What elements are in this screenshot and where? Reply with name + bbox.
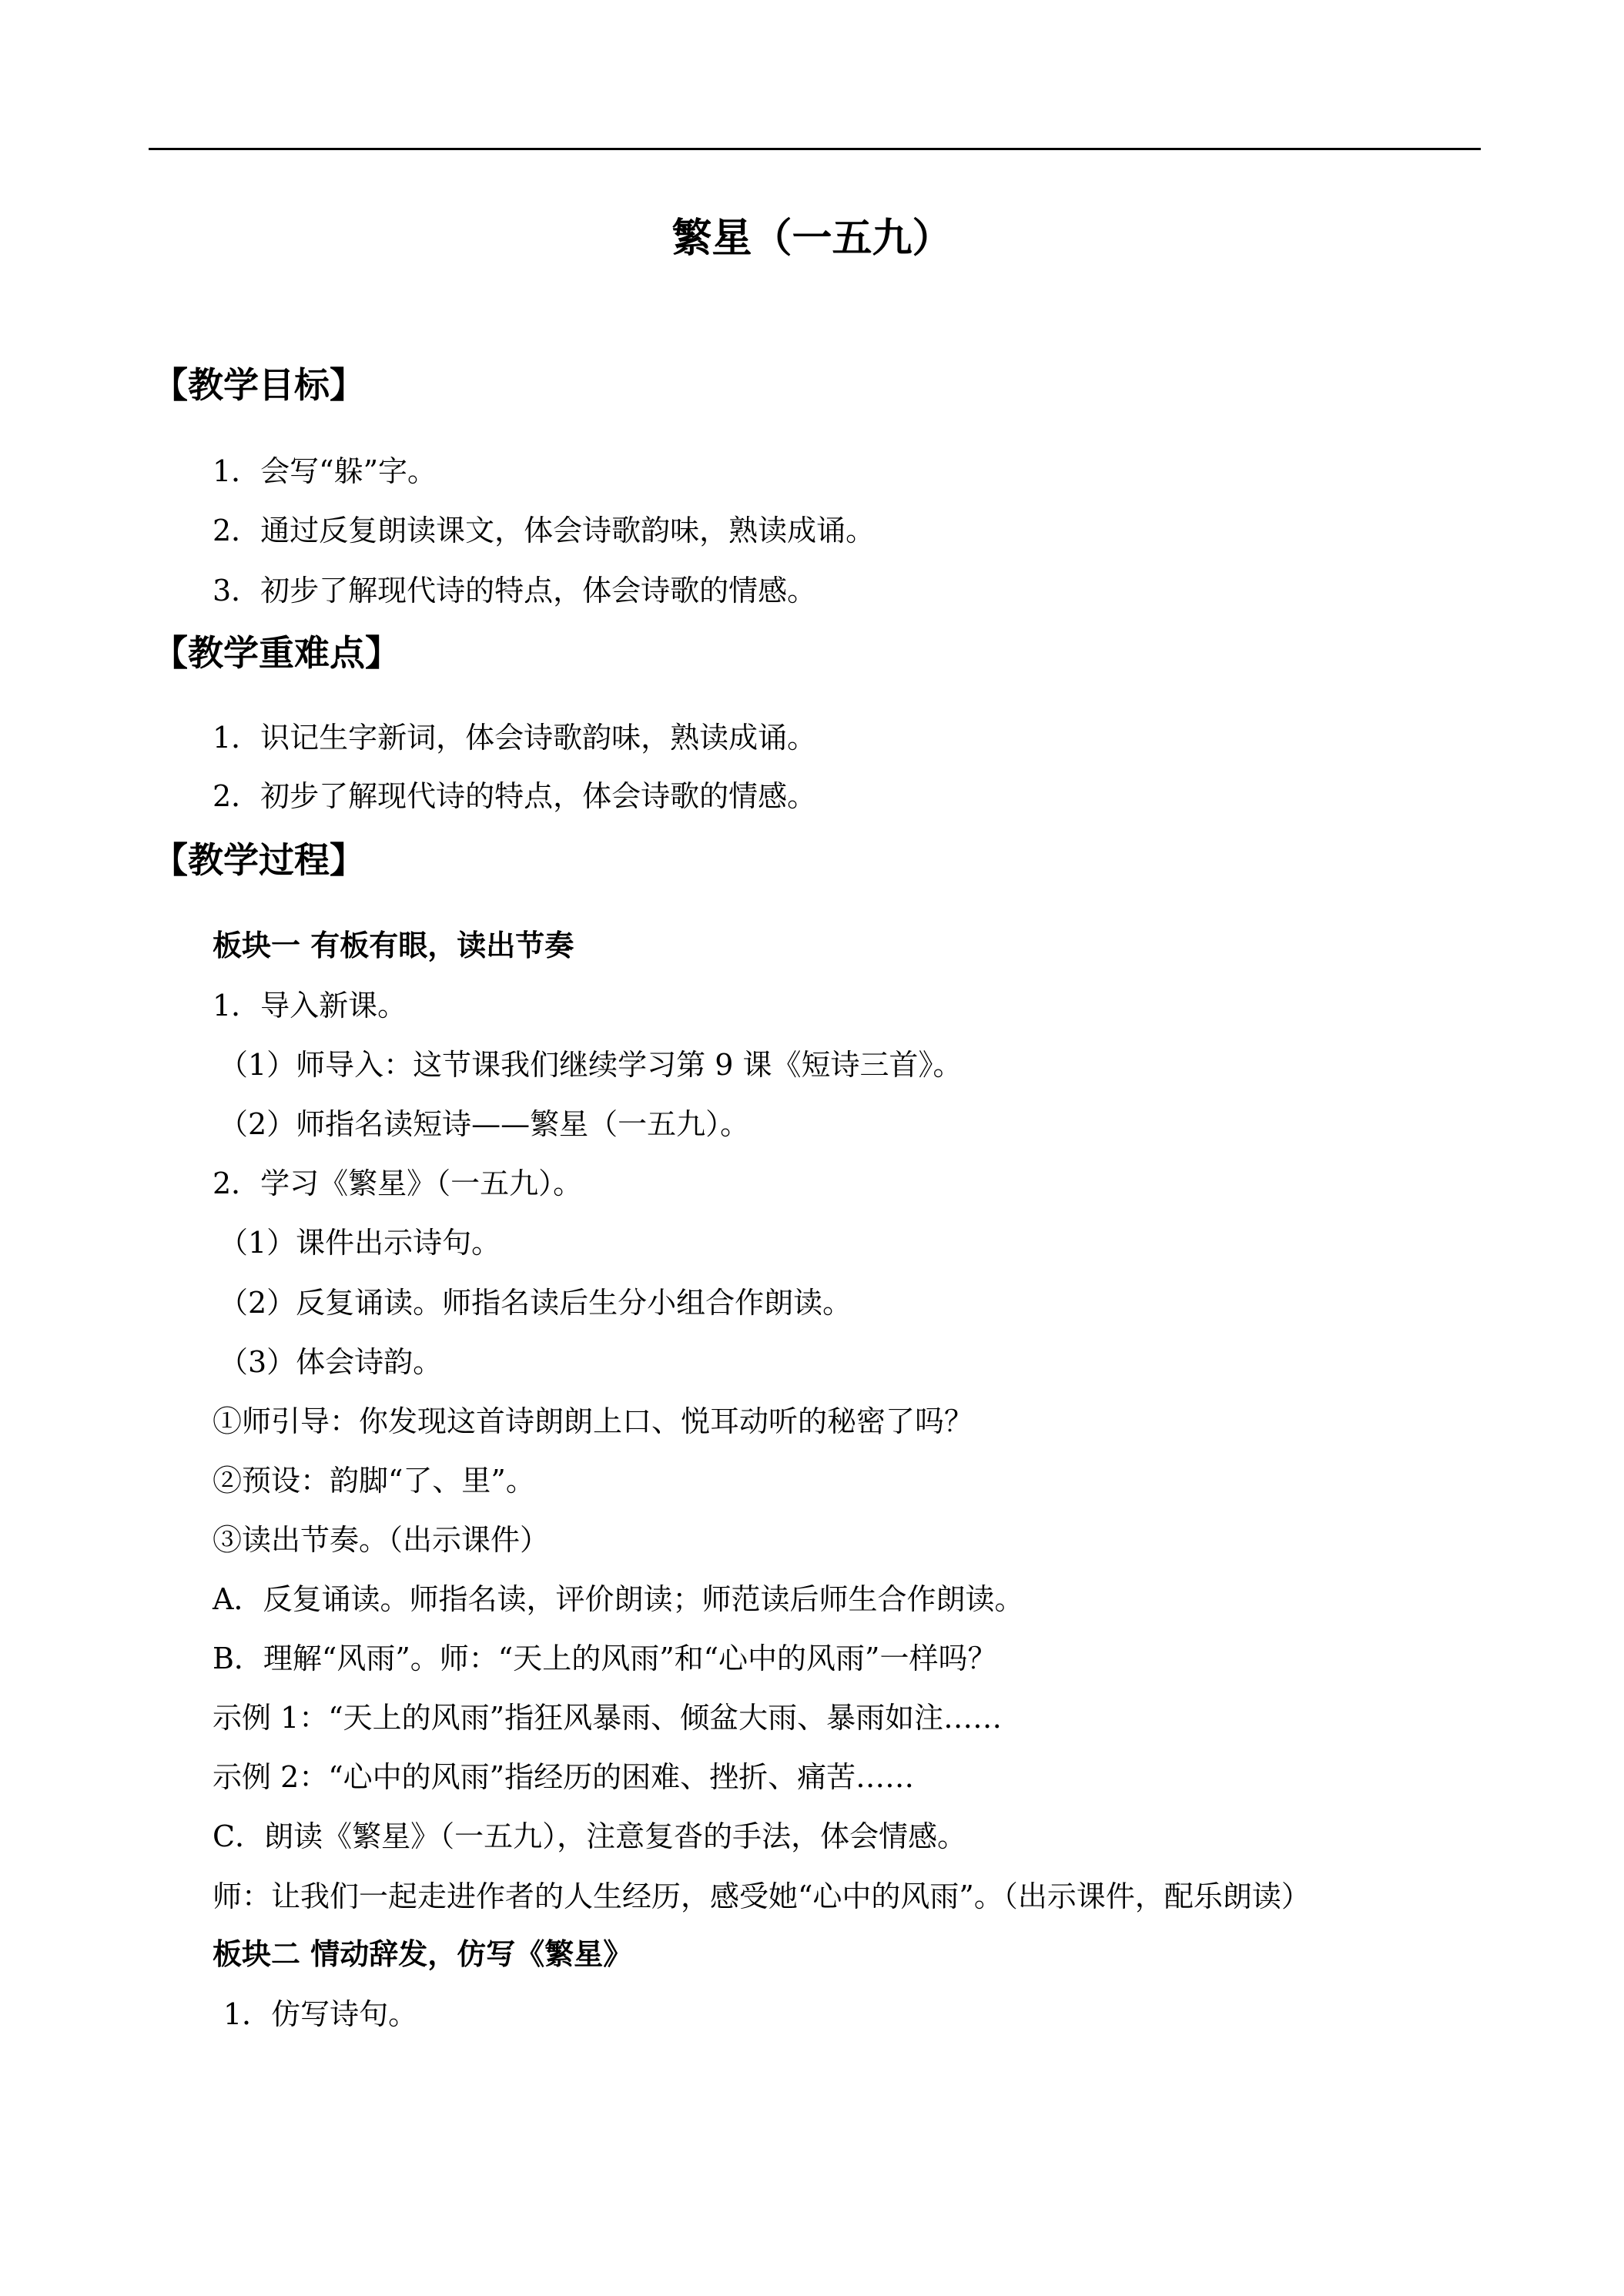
objectives-heading: 【教学目标】 [152, 364, 365, 406]
process-line: ①师引导：你发现这首诗朗朗上口、悦耳动听的秘密了吗？ [213, 1404, 974, 1438]
process-line: （1）课件出示诗句。 [219, 1226, 501, 1260]
process-line: 师：让我们一起走进作者的人生经历，感受她“心中的风雨”。（出示课件，配乐朗读） [213, 1879, 1311, 1913]
process-line: 示例 1：“天上的风雨”指狂风暴雨、倾盆大雨、暴雨如注…… [213, 1701, 1003, 1735]
process-line: A．反复诵读。师指名读，评价朗读；师范读后师生合作朗读。 [213, 1582, 1024, 1616]
process-line: ②预设：韵脚“了、里”。 [213, 1464, 535, 1498]
process-line: B．理解“风雨”。师：“天上的风雨”和“心中的风雨”一样吗？ [213, 1642, 997, 1675]
process-line: 2．学习《繁星》（一五九）。 [213, 1166, 583, 1200]
block1-title: 板块一 有板有眼，读出节奏 [213, 928, 574, 962]
process-line: ③读出节奏。（出示课件） [213, 1523, 550, 1557]
objective-item: 1．会写“躲”字。 [213, 454, 437, 488]
process-line: （2）反复诵读。师指名读后生分小组合作朗读。 [219, 1286, 852, 1320]
process-line: 示例 2：“心中的风雨”指经历的困难、挫折、痛苦…… [213, 1760, 915, 1794]
process-line: C．朗读《繁星》（一五九），注意复沓的手法，体会情感。 [213, 1819, 967, 1853]
process-line: （2）师指名读短诗——繁星（一五九）。 [219, 1107, 750, 1141]
process-line: （1）师导入：这节课我们继续学习第 9 课《短诗三首》。 [219, 1048, 963, 1082]
block2-first-line: 1．仿写诗句。 [223, 1997, 418, 2031]
process-heading: 【教学过程】 [152, 839, 365, 881]
page-title: 繁星（一五九） [671, 215, 953, 262]
key-point-item: 2．初步了解现代诗的特点，体会诗歌的情感。 [213, 779, 817, 813]
objective-item: 3．初步了解现代诗的特点，体会诗歌的情感。 [213, 574, 817, 607]
block2-title: 板块二 情动辞发，仿写《繁星》 [213, 1936, 633, 1971]
process-line: （3）体会诗韵。 [219, 1345, 443, 1379]
key-points-heading: 【教学重难点】 [152, 632, 400, 674]
header-rule [149, 148, 1481, 150]
objective-item: 2．通过反复朗读课文，体会诗歌韵味，熟读成诵。 [213, 514, 876, 547]
process-line: 1．导入新课。 [213, 989, 407, 1022]
key-point-item: 1．识记生字新词，体会诗歌韵味，熟读成诵。 [213, 721, 817, 755]
